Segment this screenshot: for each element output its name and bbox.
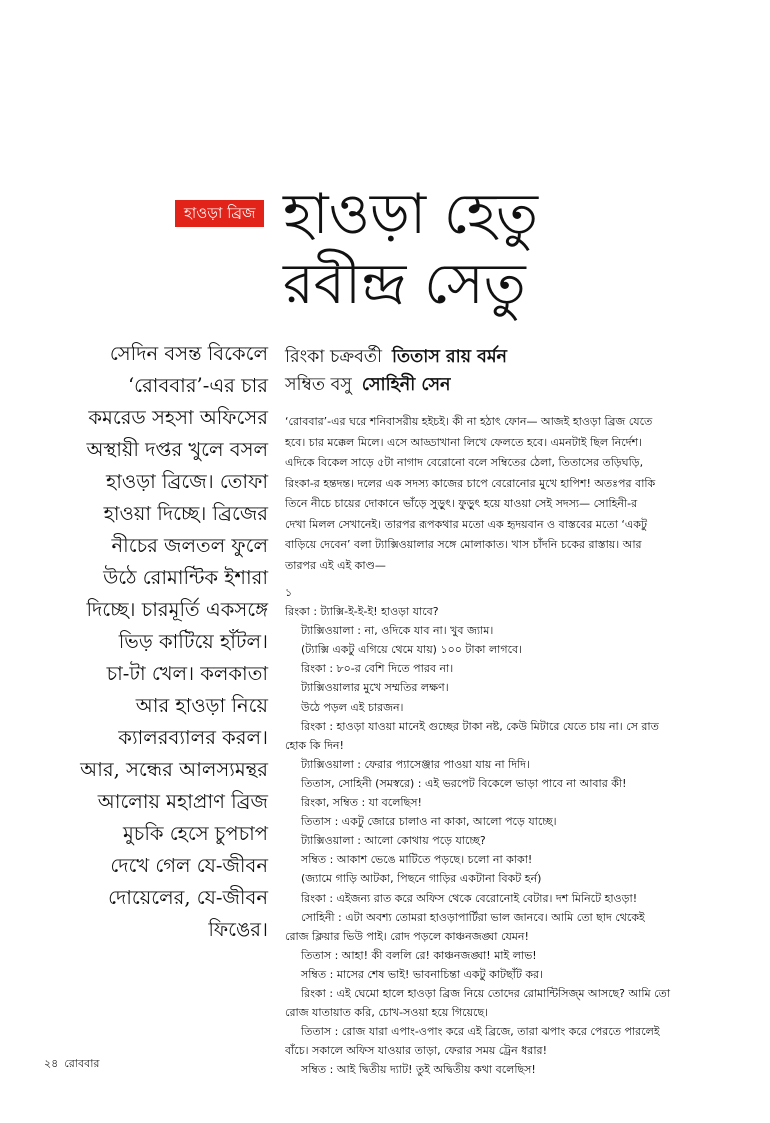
pullquote-line: আর, সন্ধের আলস্যমন্থর [80, 758, 268, 781]
author-byline [285, 343, 745, 399]
pullquote-line: হাওড়া ব্রিজে। তোফা [105, 470, 268, 493]
pullquote-line: দিচ্ছে। চারমূর্তি একসঙ্গে [86, 598, 268, 621]
dialogue-line: ট্যাক্সিওয়ালার মুখে সম্মতির লক্ষণ। [301, 681, 449, 695]
author-line-2 [285, 371, 745, 399]
headline [283, 180, 753, 320]
dialogue-line: রোজ ক্লিয়ার ভিউ পাই। রোদ পড়লে কাঞ্চনজঙ্ঘা যেমন! [285, 929, 529, 943]
intro-line: তারপর এই এই কাণ্ড— [285, 558, 386, 572]
pullquote-line: দোয়েলের, যে-জীবন [108, 886, 268, 909]
intro-line: বাড়িয়ে দেবেন’ বলা ট্যাক্সিওয়ালার সঙ্গে মোলাকাত। খাস চাঁদনি চকের রাস্তায়। আর [285, 538, 642, 551]
dialogue-line: সম্বিত : মাসের শেষ ভাই! ভাবনাচিন্তা একটু কাটছাঁট কর। [301, 967, 544, 981]
dialogue-line: রিংকা : এইজন্য রাত করে অফিস থেকে বেরোনোই বেটার। দশ মিনিটে হাওড়া! [301, 891, 638, 905]
dialogue-line: রিংকা, সম্বিত : যা বলেছিস! [301, 796, 422, 810]
dialogue-line: রিংকা : ৮০-র বেশি দিতে পারব না। [301, 662, 454, 676]
intro-line: দেখা মিলল সেখানেই। তারপর রূপকথার মতো এক হৃদয়বান ও বাস্তবের মতো ‘একটু [285, 517, 647, 531]
dialogue-line: হোক কি দিন! [285, 738, 344, 752]
author-line-1 [285, 343, 745, 371]
intro-line: এদিকে বিকেল সাড়ে ৫টা নাগাদ বেরোনো বলে সম্বিতের ঠেলা, তিতাসের তড়িঘড়ি, [285, 456, 644, 469]
magazine-name: রোববার [64, 1057, 100, 1070]
pullquote-line: চা-টা খেল। কলকাতা [106, 662, 268, 685]
dialogue-line: ট্যাক্সিওয়ালা : না, ওদিকে যাব না। খুব জ্যাম। [301, 624, 494, 638]
dialogue-line: সম্বিত : আই দ্বিতীয় দ্যাট! তুই অদ্বিতীয় কথা বলেছিস! [301, 1063, 536, 1077]
dialogue-line: রিংকা : ট্যাক্সি-ই-ই-ই! হাওড়া যাবে? [285, 605, 439, 619]
intro-line: ‘রোববার’-এর ঘরে শনিবাসরীয় হইচই। কী না হঠাৎ ফোন— আজই হাওড়া ব্রিজ যেতে [285, 415, 653, 428]
dialogue-line: বাঁচে। সকালে অফিস যাওয়ার তাড়া, ফেরার সময় ট্রেন ধরার! [285, 1044, 548, 1058]
intro-paragraph [285, 412, 755, 576]
pullquote-line: দেখে গেল যে-জীবন [110, 854, 268, 877]
dialogue-line: ট্যাক্সিওয়ালা : আলো কোথায় পড়ে যাচ্ছে? [301, 834, 486, 848]
author-name: তিতাস রায় বর্মন [392, 347, 508, 367]
dialogue-line: রিংকা : হাওড়া যাওয়া মানেই গুচ্ছের টাকা নষ্ট, কেউ মিটারে যেতে চায় না। সে রাত [301, 719, 659, 733]
author-name: সম্বিত বসু [285, 375, 352, 395]
dialogue-line: সোহিনী : এটা অবশ্য তোমরা হাওড়াপার্টিরা ভাল জানবে। আমি তো ছাদ থেকেই [301, 910, 645, 924]
pullquote-line: উঠে রোমান্টিক ইশারা [103, 566, 268, 589]
dialogue-section [285, 583, 755, 1079]
pullquote-line: হাওয়া দিচ্ছে। ব্রিজের [103, 502, 268, 525]
pullquote-line: নীচের জলতল ফুলে [111, 534, 268, 557]
page-folio [44, 1057, 106, 1071]
dialogue-line: তিতাস, সোহিনী (সমস্বরে) : এই ভরপেট বিকেলে ভাড়া পাবে না আবার কী! [301, 776, 627, 790]
pullquote-line: ‘রোববার’-এর চার [127, 374, 268, 397]
pullquote-line: অস্থায়ী দপ্তর খুলে বসল [86, 438, 268, 461]
dialogue-line: (ট্যাক্সি একটু এগিয়ে থেমে যায়) ১০০ টাকা লাগবে। [301, 643, 523, 657]
author-name: সোহিনী সেন [361, 375, 451, 395]
section-number: ১ [285, 586, 293, 599]
author-name: রিংকা চক্রবর্তী [285, 347, 382, 367]
dialogue-line: ট্যাক্সিওয়ালা : ফেরার প্যাসেঞ্জার পাওয়া যায় না দিদি। [301, 757, 530, 771]
headline-line-1: হাওড়া হেতু [283, 182, 539, 247]
dialogue-line: তিতাস : রোজ যারা এপাং-ওপাং করে এই ব্রিজে, তারা ঝপাং করে পেরতে পারলেই [301, 1025, 660, 1039]
pullquote [60, 338, 268, 946]
intro-line: হবে। চার মক্কেল মিলে। এসে আড্ডাখানা লিখে ফেলতে হবে। এমনটাই ছিল নির্দেশ। [285, 435, 642, 449]
pullquote-line: ফিঙের। [208, 918, 268, 941]
dialogue-line: রিংকা : এই ঘেমো হালে হাওড়া ব্রিজ নিয়ে তোদের রোমান্টিসিজ্‌ম আসছে? আমি তো [301, 986, 671, 1000]
dialogue-line: তিতাস : একটু জোরে চালাও না কাকা, আলো পড়ে যাচ্ছে। [301, 815, 557, 829]
headline-line-2: রবীন্দ্র সেতু [283, 252, 526, 317]
page-number: ২৪ [44, 1057, 59, 1070]
pullquote-line: আলোয় মহাপ্রাণ ব্রিজ [97, 790, 268, 813]
section-tag: হাওড়া ব্রিজ [175, 200, 264, 227]
pullquote-line: সেদিন বসন্ত বিকেলে [109, 342, 268, 365]
intro-line: তিনে নীচে চায়ের দোকানে ভাঁড়ে সুড়ুৎ। ফুড়ুৎ হয়ে যাওয়া সেই সদস্য— সোহিনী-র [285, 497, 638, 510]
dialogue-line: তিতাস : আহা! কী বললি রে! কাঞ্চনজঙ্ঘা! মাই লাভ! [301, 948, 537, 962]
dialogue-line: রোজ যাতায়াত করি, চোখ-সওয়া হয়ে গিয়েছে। [285, 1006, 489, 1020]
intro-line: রিংকা-র হন্তদন্ত। দলের এক সদস্য কাজের চাপে বেরোনোর মুখে হাপিশ! অতঃপর বাকি [285, 476, 656, 490]
pullquote-line: ক্যালরব্যালর করল। [118, 726, 268, 749]
pullquote-line: আর হাওড়া নিয়ে [135, 694, 268, 717]
pullquote-line: কমরেড সহসা অফিসের [88, 406, 268, 429]
pullquote-line: ভিড় কাটিয়ে হাঁটল। [118, 630, 268, 653]
pullquote-line: মুচকি হেসে চুপচাপ [122, 822, 268, 845]
dialogue-line: উঠে পড়ল এই চারজন। [301, 700, 404, 714]
dialogue-line: সম্বিত : আকাশ ভেঙে মাটিতে পড়ছে। চলো না কাকা! [301, 853, 533, 867]
dialogue-line: (জ্যামে গাড়ি আটকা, পিছনে গাড়ির একটানা বিকট হর্ন) [301, 872, 542, 886]
